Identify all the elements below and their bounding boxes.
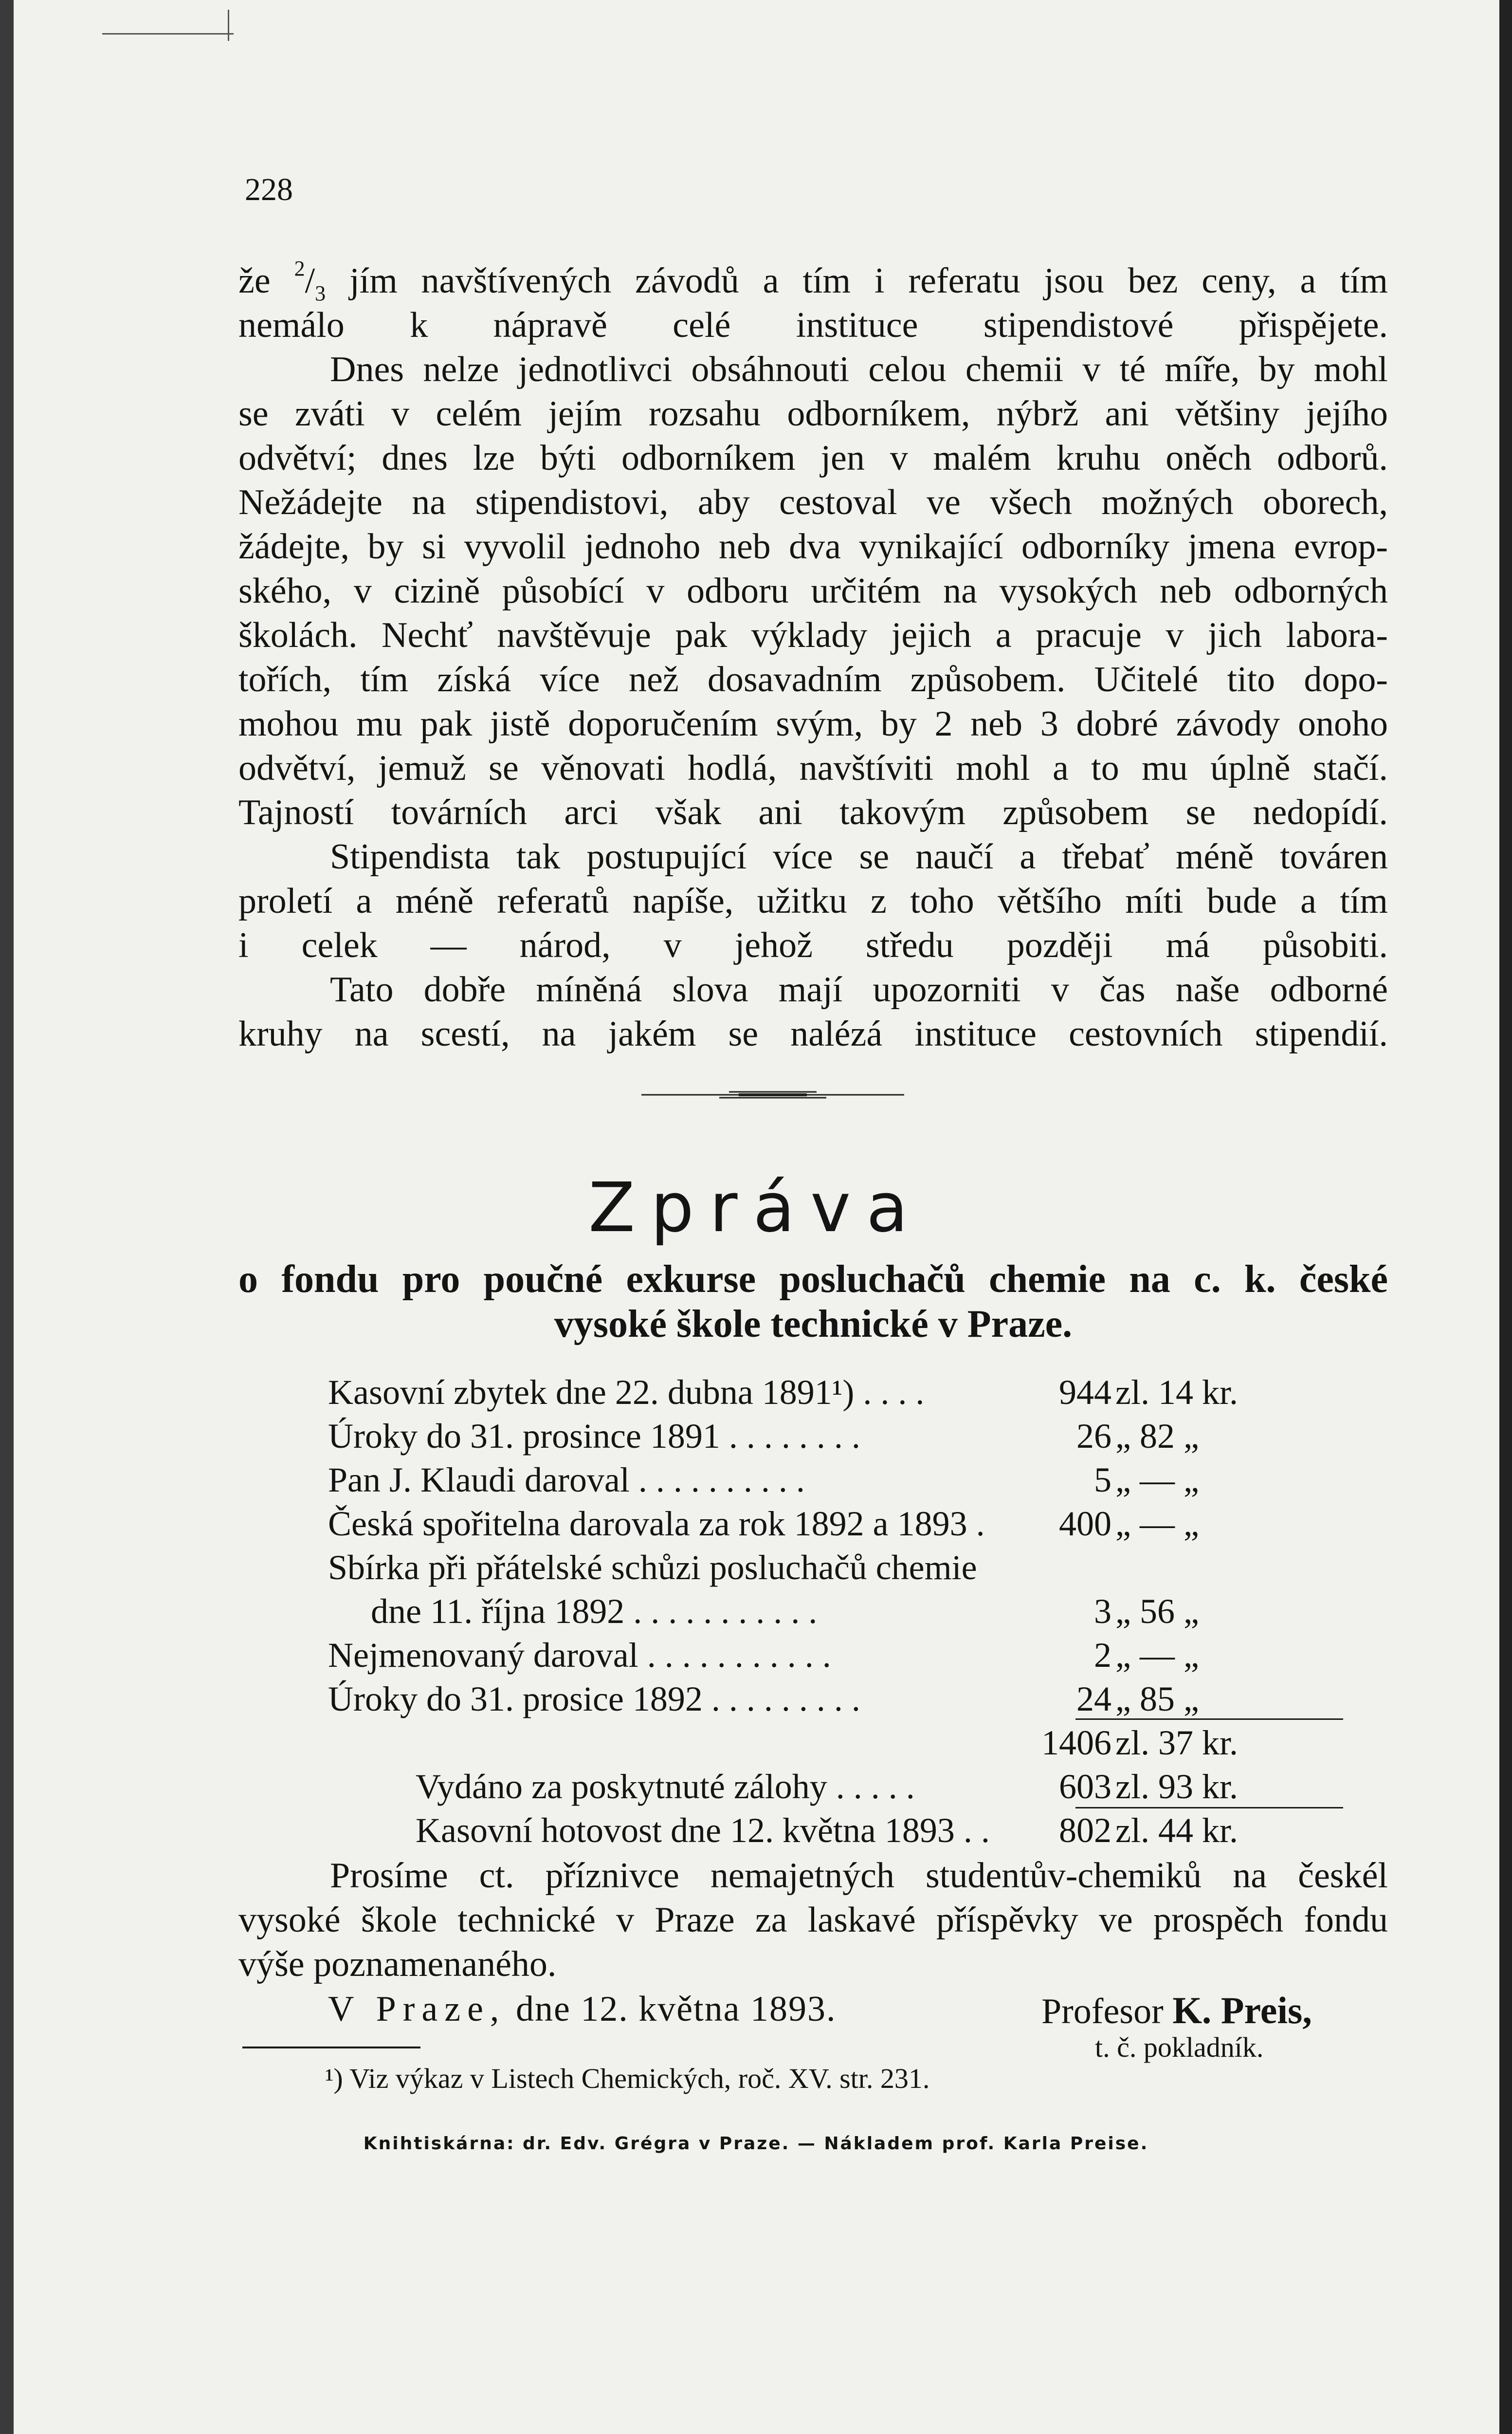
text-line: výše poznamenaného. bbox=[238, 1944, 557, 1984]
report-subtitle bbox=[238, 1257, 1388, 1346]
ledger-row bbox=[328, 1370, 1301, 1414]
signature-name bbox=[1041, 1989, 1312, 2032]
prof-name: K. Preis, bbox=[1172, 1989, 1312, 2031]
paragraph-1 bbox=[238, 348, 1388, 835]
ledger-unit: zl. 37 kr. bbox=[1115, 1723, 1238, 1762]
text-line: žádejte, by si vyvolil jednoho neb dva vynikající odborníky jmena evrop- bbox=[238, 527, 1388, 567]
sum-rule bbox=[1075, 1807, 1343, 1808]
ledger-amount: 3 bbox=[1094, 1592, 1111, 1631]
footnote-rule bbox=[242, 2047, 420, 2048]
text-line: proletí a méně referatů napíše, užitku z toho většího míti bude a tím bbox=[238, 881, 1388, 921]
report-title: Zpráva bbox=[588, 1168, 924, 1248]
ledger-unit: „ 82 „ bbox=[1115, 1417, 1199, 1456]
ledger-unit: „ — „ bbox=[1115, 1636, 1199, 1675]
ledger-amount: 802 bbox=[1059, 1811, 1111, 1850]
ledger-unit: zl. 14 kr. bbox=[1115, 1373, 1238, 1412]
ledger-unit: „ — „ bbox=[1115, 1460, 1199, 1499]
ledger-row bbox=[328, 1589, 1301, 1633]
date: dne 12. května 1893. bbox=[515, 1989, 837, 2029]
place: V Praze, bbox=[328, 1989, 506, 2029]
text-line: se zváti v celém jejím rozsahu odborníkem, nýbrž ani většiny jejího bbox=[238, 394, 1388, 434]
ledger-row-expense bbox=[328, 1765, 1301, 1808]
place-date bbox=[328, 1989, 837, 2030]
ledger-amount: 1406 bbox=[1041, 1723, 1111, 1762]
ledger-label: Pan J. Klaudi daroval . . . . . . . . . . bbox=[328, 1460, 805, 1499]
intro-line-1: že $^2$/3 jím navštívených závodů a tím i referatu jsou bez ceny, a tím bbox=[238, 257, 1388, 305]
ledger-label: Úroky do 31. prosice 1892 . . . . . . . . . bbox=[328, 1679, 860, 1718]
intro-line-2: nemálo k nápravě celé instituce stipendistové přispějete. bbox=[238, 305, 1388, 345]
text-line: ského, v cizině působící v odboru určitém na vysokých neb odborných bbox=[238, 571, 1388, 611]
ledger-row bbox=[328, 1458, 1301, 1502]
closing-paragraph bbox=[238, 1854, 1388, 1987]
ledger-row bbox=[328, 1633, 1301, 1677]
ledger-amount: 5 bbox=[1094, 1460, 1111, 1499]
text-line: vysoké škole technické v Praze za laskavé příspěvky ve prospěch fondu bbox=[238, 1900, 1388, 1940]
text-line: Tajností továrních arci však ani takovým způsobem se nedopídí. bbox=[238, 793, 1388, 832]
ledger-label: Kasovní hotovost dne 12. května 1893 . . bbox=[416, 1811, 990, 1850]
text-line: kruhy na scestí, na jakém se nalézá instituce cestovních stipendií. bbox=[238, 1014, 1388, 1054]
ledger-table bbox=[328, 1370, 1301, 1852]
footnote: ¹) Viz výkaz v Listech Chemických, roč. XV. str. 231. bbox=[325, 2063, 930, 2094]
ledger-row bbox=[328, 1502, 1301, 1546]
ledger-row-balance bbox=[328, 1808, 1301, 1852]
page-number: 228 bbox=[245, 172, 293, 207]
ledger-row bbox=[328, 1677, 1301, 1721]
text-line: Tato dobře míněná slova mají upozorniti v čas naše odborné bbox=[330, 970, 1388, 1010]
ledger-label: Kasovní zbytek dne 22. dubna 1891¹) . . . . bbox=[328, 1373, 925, 1412]
ledger-label: dne 11. října 1892 . . . . . . . . . . . bbox=[371, 1592, 818, 1631]
ledger-label: Nejmenovaný daroval . . . . . . . . . . . bbox=[328, 1636, 831, 1675]
ledger-row-subtotal bbox=[328, 1721, 1301, 1765]
scan-corner-mark bbox=[102, 33, 234, 35]
text-line: i celek — národ, v jehož středu později má působiti. bbox=[238, 925, 1388, 965]
scan-corner-mark bbox=[228, 10, 229, 41]
ledger-unit: „ 85 „ bbox=[1115, 1679, 1199, 1718]
printer-imprint: Knihtiskárna: dr. Edv. Grégra v Praze. — Nákladem prof. Karla Preise. bbox=[363, 2134, 1149, 2154]
ledger-unit: zl. 44 kr. bbox=[1115, 1811, 1238, 1850]
paragraph-2 bbox=[238, 835, 1388, 968]
ornamental-divider bbox=[641, 1088, 904, 1102]
text-line: Dnes nelze jednotlivci obsáhnouti celou chemii v té míře, by mohl bbox=[330, 350, 1388, 389]
signature-role: t. č. pokladník. bbox=[1095, 2031, 1264, 2063]
sum-rule bbox=[1075, 1718, 1343, 1720]
ledger-unit: „ — „ bbox=[1115, 1504, 1199, 1543]
subtitle-line-1: o fondu pro poučné exkurse posluchačů chemie na c. k. české bbox=[238, 1258, 1388, 1301]
ledger-amount: 944 bbox=[1059, 1373, 1111, 1412]
ledger-label: Sbírka při přátelské schůzi posluchačů chemie bbox=[328, 1548, 977, 1587]
ledger-label: Česká spořitelna darovala za rok 1892 a 1893 . bbox=[328, 1504, 985, 1543]
subtitle-line-2: vysoké škole technické v Praze. bbox=[554, 1303, 1073, 1346]
ledger-row bbox=[328, 1546, 1301, 1589]
ledger-amount: 24 bbox=[1076, 1679, 1111, 1718]
text-line: Stipendista tak postupující více se naučí a třebať méně továren bbox=[330, 837, 1388, 877]
intro-paragraph bbox=[238, 259, 1388, 348]
text-line: Nežádejte na stipendistovi, aby cestoval ve všech možných oborech, bbox=[238, 482, 1388, 522]
prof-prefix: Profesor bbox=[1041, 1991, 1164, 2031]
text-line: mohou mu pak jistě doporučením svým, by 2 neb 3 dobré závody onoho bbox=[238, 704, 1388, 744]
text-line: školách. Nechť navštěvuje pak výklady jejich a pracuje v jich labora- bbox=[238, 615, 1388, 655]
ledger-row bbox=[328, 1414, 1301, 1458]
ledger-label: Úroky do 31. prosince 1891 . . . . . . . . bbox=[328, 1417, 860, 1456]
text-line: Prosíme ct. příznivce nemajetných studentův-chemiků na českél bbox=[330, 1856, 1388, 1896]
text-line: odvětví; dnes lze býti odborníkem jen v malém kruhu oněch odborů. bbox=[238, 438, 1388, 478]
text-line: tořích, tím získá více než dosavadním způsobem. Učitelé tito dopo- bbox=[238, 660, 1388, 700]
text-line: odvětví, jemuž se věnovati hodlá, navštíviti mohl a to mu úplně stačí. bbox=[238, 748, 1388, 788]
ledger-amount: 26 bbox=[1076, 1417, 1111, 1456]
ledger-unit: „ 56 „ bbox=[1115, 1592, 1199, 1631]
ledger-amount: 603 bbox=[1059, 1767, 1111, 1806]
paragraph-3 bbox=[238, 968, 1388, 1056]
ledger-amount: 400 bbox=[1059, 1504, 1111, 1543]
ledger-unit: zl. 93 kr. bbox=[1115, 1767, 1238, 1806]
ledger-amount: 2 bbox=[1094, 1636, 1111, 1675]
ledger-label: Vydáno za poskytnuté zálohy . . . . . bbox=[416, 1767, 915, 1806]
